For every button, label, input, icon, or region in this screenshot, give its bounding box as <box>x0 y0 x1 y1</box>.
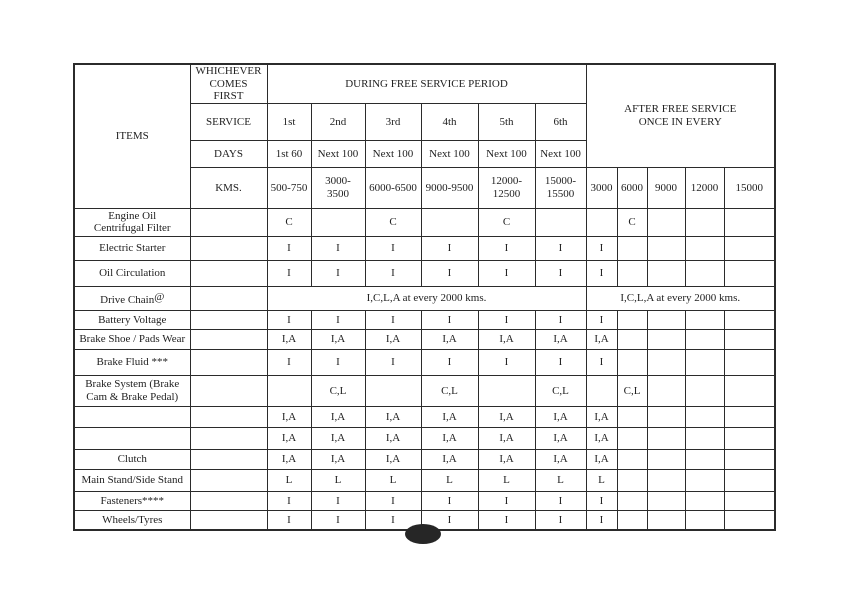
items-header: ITEMS <box>74 64 190 208</box>
kms-free-3: 6000-6500 <box>365 167 421 208</box>
schedule-cell <box>617 406 647 427</box>
schedule-cell: C <box>617 208 647 236</box>
schedule-cell: I,A <box>478 329 535 349</box>
schedule-cell: I <box>267 510 311 530</box>
after-free-service-header <box>586 64 775 167</box>
schedule-cell <box>647 491 685 510</box>
schedule-cell <box>685 260 724 286</box>
schedule-cell: I,A <box>421 406 478 427</box>
kms-free-6: 15000- 15500 <box>535 167 586 208</box>
schedule-cell <box>647 260 685 286</box>
schedule-cell <box>617 491 647 510</box>
schedule-cell: I,A <box>586 406 617 427</box>
schedule-cell <box>617 260 647 286</box>
schedule-cell <box>685 310 724 329</box>
interval-after-span: I,C,L,A at every 2000 kms. <box>586 286 775 310</box>
schedule-cell <box>685 491 724 510</box>
schedule-cell <box>685 510 724 530</box>
schedule-cell <box>647 469 685 491</box>
item-label <box>74 406 190 427</box>
kms-after-2: 6000 <box>617 167 647 208</box>
whichever-cell <box>190 510 267 530</box>
days-4: Next 100 <box>421 140 478 167</box>
schedule-cell <box>535 208 586 236</box>
schedule-cell: I <box>421 310 478 329</box>
kms-free-1: 500-750 <box>267 167 311 208</box>
schedule-cell <box>685 208 724 236</box>
schedule-cell: L <box>267 469 311 491</box>
whichever-line1: WHICHEVER <box>195 65 262 77</box>
schedule-cell: C,L <box>617 375 647 406</box>
schedule-cell: C,L <box>421 375 478 406</box>
whichever-cell <box>190 427 267 449</box>
schedule-cell: I <box>478 349 535 375</box>
schedule-cell <box>685 329 724 349</box>
schedule-cell: I,A <box>311 427 365 449</box>
schedule-cell: L <box>421 469 478 491</box>
schedule-cell <box>617 427 647 449</box>
schedule-cell: C <box>478 208 535 236</box>
schedule-cell: I,A <box>586 329 617 349</box>
schedule-cell: I <box>421 510 478 530</box>
schedule-row <box>74 286 775 310</box>
schedule-cell: I <box>586 236 617 260</box>
service-6: 6th <box>535 103 586 140</box>
schedule-cell: I <box>478 491 535 510</box>
schedule-row <box>74 260 775 286</box>
service-1: 1st <box>267 103 311 140</box>
item-label <box>74 208 190 236</box>
schedule-cell: I <box>267 310 311 329</box>
schedule-cell: I <box>421 349 478 375</box>
schedule-cell <box>685 427 724 449</box>
schedule-cell: I,A <box>267 449 311 469</box>
item-label <box>74 427 190 449</box>
schedule-cell: L <box>478 469 535 491</box>
whichever-cell <box>190 449 267 469</box>
item-label <box>74 510 190 530</box>
service-2: 2nd <box>311 103 365 140</box>
schedule-cell <box>647 449 685 469</box>
schedule-cell: I,A <box>365 449 421 469</box>
schedule-cell <box>617 310 647 329</box>
kms-after-5: 15000 <box>724 167 775 208</box>
schedule-cell <box>617 349 647 375</box>
item-label-text: Oil Circulation <box>99 267 166 280</box>
schedule-cell: I <box>267 491 311 510</box>
schedule-cell <box>724 349 775 375</box>
schedule-cell: I <box>421 260 478 286</box>
schedule-cell: I <box>365 260 421 286</box>
item-label-text: Fasteners**** <box>100 494 165 507</box>
schedule-cell: I,A <box>421 427 478 449</box>
schedule-cell: I <box>311 236 365 260</box>
schedule-cell <box>647 510 685 530</box>
schedule-cell <box>647 375 685 406</box>
kms-free-5: 12000- 12500 <box>478 167 535 208</box>
item-label-text: Main Stand/Side Stand <box>81 474 183 487</box>
schedule-cell <box>421 208 478 236</box>
whichever-cell <box>190 208 267 236</box>
schedule-cell <box>267 375 311 406</box>
schedule-cell <box>724 310 775 329</box>
item-label <box>74 260 190 286</box>
kms-after-1: 3000 <box>586 167 617 208</box>
schedule-cell <box>617 469 647 491</box>
schedule-cell: I <box>365 491 421 510</box>
schedule-cell <box>724 208 775 236</box>
schedule-cell: I,A <box>365 329 421 349</box>
schedule-cell: I <box>586 510 617 530</box>
schedule-row <box>74 427 775 449</box>
schedule-cell <box>647 406 685 427</box>
item-label-text: Brake Fluid *** <box>96 356 168 369</box>
whichever-cell <box>190 375 267 406</box>
schedule-cell: I <box>311 310 365 329</box>
schedule-row <box>74 329 775 349</box>
schedule-cell: I <box>478 260 535 286</box>
schedule-cell: I,A <box>311 406 365 427</box>
kms-after-4: 12000 <box>685 167 724 208</box>
whichever-cell <box>190 349 267 375</box>
schedule-cell: L <box>586 469 617 491</box>
schedule-cell: I <box>535 310 586 329</box>
schedule-row <box>74 491 775 510</box>
schedule-cell <box>685 236 724 260</box>
maintenance-schedule-table <box>73 63 776 531</box>
schedule-cell <box>478 375 535 406</box>
schedule-cell <box>647 427 685 449</box>
schedule-cell: I <box>535 510 586 530</box>
schedule-cell: I,A <box>478 427 535 449</box>
schedule-cell <box>647 208 685 236</box>
schedule-cell: I,A <box>421 449 478 469</box>
schedule-cell <box>617 510 647 530</box>
schedule-cell: I <box>586 310 617 329</box>
schedule-cell: I,A <box>267 427 311 449</box>
schedule-cell: I,A <box>586 427 617 449</box>
schedule-cell: I <box>311 510 365 530</box>
schedule-cell: I <box>535 491 586 510</box>
whichever-header <box>190 64 267 103</box>
item-label <box>74 491 190 510</box>
schedule-cell: I,A <box>535 427 586 449</box>
service-label: SERVICE <box>190 103 267 140</box>
whichever-cell <box>190 236 267 260</box>
schedule-cell <box>365 375 421 406</box>
whichever-cell <box>190 260 267 286</box>
interval-free-span: I,C,L,A at every 2000 kms. <box>267 286 586 310</box>
schedule-cell <box>724 510 775 530</box>
service-5: 5th <box>478 103 535 140</box>
schedule-cell: I,A <box>267 406 311 427</box>
schedule-cell <box>724 449 775 469</box>
schedule-cell: I <box>267 260 311 286</box>
schedule-cell: I,A <box>365 406 421 427</box>
after-line1: AFTER FREE SERVICE <box>624 103 737 116</box>
schedule-cell: I,A <box>478 406 535 427</box>
schedule-cell: I <box>421 236 478 260</box>
schedule-cell: I <box>365 349 421 375</box>
schedule-cell <box>724 236 775 260</box>
schedule-cell <box>617 449 647 469</box>
schedule-cell: I <box>535 260 586 286</box>
item-label-text: Brake System (Brake Cam & Brake Pedal) <box>85 378 180 403</box>
schedule-cell <box>617 329 647 349</box>
item-label <box>74 286 190 310</box>
schedule-cell <box>685 449 724 469</box>
schedule-cell <box>685 406 724 427</box>
schedule-cell: I,A <box>267 329 311 349</box>
schedule-cell <box>586 375 617 406</box>
schedule-cell: I <box>365 510 421 530</box>
schedule-cell: I <box>365 310 421 329</box>
schedule-cell <box>685 375 724 406</box>
service-4: 4th <box>421 103 478 140</box>
item-label-text: Battery Voltage <box>98 313 167 326</box>
schedule-cell: I,A <box>478 449 535 469</box>
schedule-cell: C,L <box>535 375 586 406</box>
schedule-cell <box>647 329 685 349</box>
item-label <box>74 236 190 260</box>
schedule-cell: I <box>586 349 617 375</box>
whichever-cell <box>190 491 267 510</box>
days-1: 1st 60 <box>267 140 311 167</box>
item-label-text: Wheels/Tyres <box>102 513 163 526</box>
schedule-cell: L <box>535 469 586 491</box>
schedule-cell: I <box>478 510 535 530</box>
schedule-cell: I,A <box>421 329 478 349</box>
schedule-cell <box>311 208 365 236</box>
item-label-text: Brake Shoe / Pads Wear <box>79 333 186 346</box>
item-label-text: Clutch <box>117 453 147 466</box>
schedule-cell <box>586 208 617 236</box>
service-3: 3rd <box>365 103 421 140</box>
item-label-text: Drive Chain <box>100 293 155 306</box>
schedule-row <box>74 406 775 427</box>
schedule-cell: I <box>365 236 421 260</box>
days-2: Next 100 <box>311 140 365 167</box>
schedule-cell <box>724 469 775 491</box>
whichever-line2: COMES FIRST <box>209 77 248 103</box>
item-label-text: Electric Starter <box>99 242 166 255</box>
schedule-row <box>74 375 775 406</box>
schedule-cell <box>647 236 685 260</box>
schedule-cell <box>724 406 775 427</box>
schedule-cell: C,L <box>311 375 365 406</box>
item-label-suffix: @ <box>154 290 165 303</box>
schedule-cell: I <box>478 236 535 260</box>
schedule-cell <box>617 236 647 260</box>
whichever-cell <box>190 329 267 349</box>
after-line2: ONCE IN EVERY <box>638 115 722 128</box>
schedule-row <box>74 208 775 236</box>
item-label <box>74 310 190 329</box>
schedule-cell: I <box>311 349 365 375</box>
item-label-text: Engine Oil Centrifugal Filter <box>93 209 171 235</box>
schedule-cell: I <box>421 491 478 510</box>
schedule-cell: L <box>311 469 365 491</box>
schedule-cell <box>685 469 724 491</box>
kms-free-2: 3000-3500 <box>311 167 365 208</box>
schedule-cell <box>724 329 775 349</box>
schedule-cell: I,A <box>535 406 586 427</box>
schedule-cell: I,A <box>535 449 586 469</box>
days-label: DAYS <box>190 140 267 167</box>
schedule-row <box>74 310 775 329</box>
kms-label: KMS. <box>190 167 267 208</box>
schedule-cell: I,A <box>311 449 365 469</box>
schedule-cell: I,A <box>586 449 617 469</box>
item-label <box>74 349 190 375</box>
during-free-service-header: DURING FREE SERVICE PERIOD <box>267 64 586 103</box>
page-marker <box>405 524 441 544</box>
item-label <box>74 329 190 349</box>
schedule-cell: C <box>267 208 311 236</box>
schedule-row <box>74 449 775 469</box>
schedule-cell <box>724 491 775 510</box>
schedule-cell: I,A <box>535 329 586 349</box>
schedule-cell: I <box>311 260 365 286</box>
schedule-cell: I <box>267 349 311 375</box>
schedule-cell: I <box>586 260 617 286</box>
schedule-cell: L <box>365 469 421 491</box>
schedule-cell <box>724 260 775 286</box>
days-3: Next 100 <box>365 140 421 167</box>
schedule-cell <box>647 349 685 375</box>
item-label <box>74 449 190 469</box>
schedule-cell: C <box>365 208 421 236</box>
schedule-cell <box>685 349 724 375</box>
whichever-cell <box>190 406 267 427</box>
schedule-cell <box>724 375 775 406</box>
whichever-cell <box>190 469 267 491</box>
schedule-cell: I <box>311 491 365 510</box>
days-6: Next 100 <box>535 140 586 167</box>
schedule-row <box>74 349 775 375</box>
schedule-cell <box>724 427 775 449</box>
days-5: Next 100 <box>478 140 535 167</box>
kms-free-4: 9000-9500 <box>421 167 478 208</box>
schedule-cell: I <box>478 310 535 329</box>
schedule-cell: I,A <box>311 329 365 349</box>
schedule-row <box>74 236 775 260</box>
schedule-cell: I,A <box>365 427 421 449</box>
whichever-cell <box>190 310 267 329</box>
item-label <box>74 469 190 491</box>
schedule-cell: I <box>586 491 617 510</box>
schedule-cell <box>647 310 685 329</box>
item-label <box>74 375 190 406</box>
schedule-row <box>74 469 775 491</box>
schedule-cell: I <box>535 236 586 260</box>
whichever-cell <box>190 286 267 310</box>
schedule-cell: I <box>267 236 311 260</box>
kms-after-3: 9000 <box>647 167 685 208</box>
schedule-cell: I <box>535 349 586 375</box>
